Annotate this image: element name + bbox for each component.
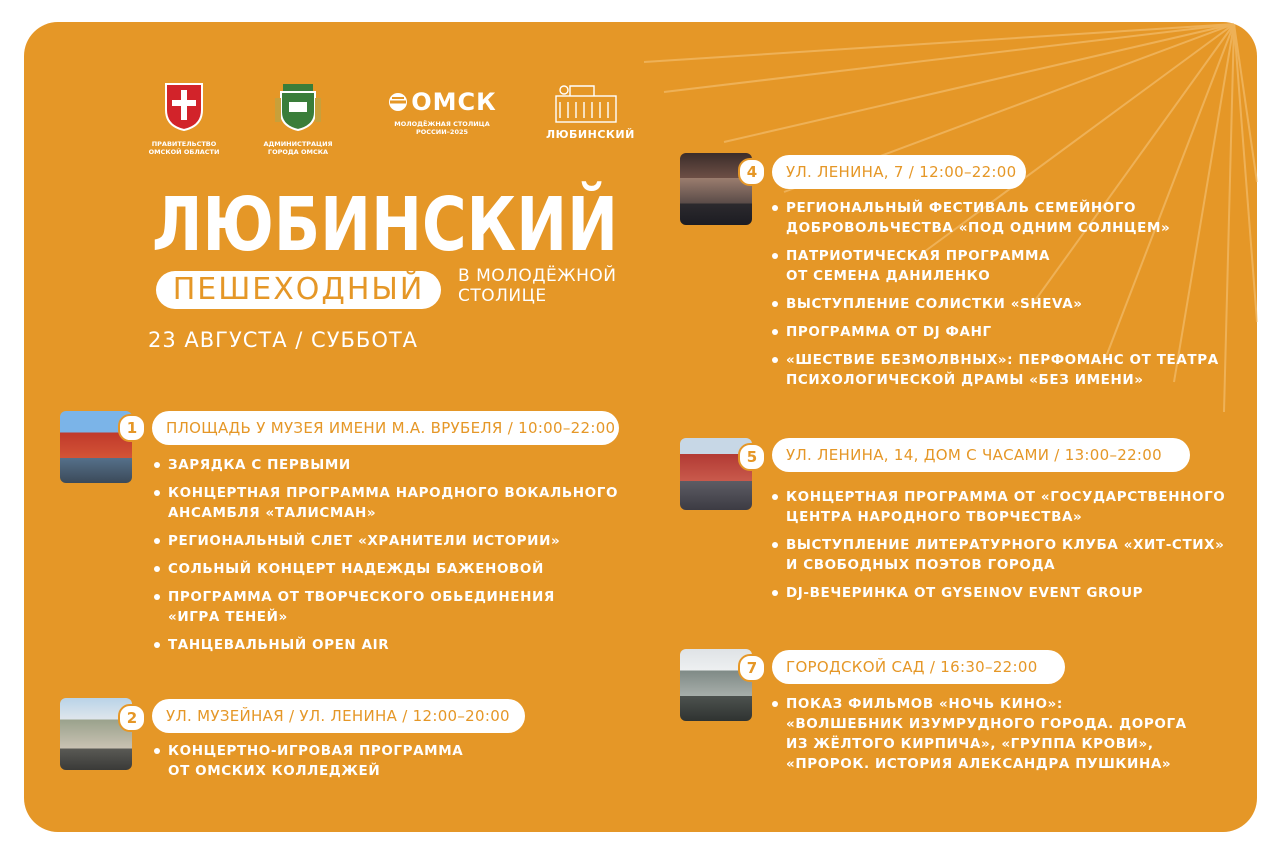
venue-number-5: 5: [738, 443, 766, 471]
logo-caption-omsk: МОЛОДЁЖНАЯ СТОЛИЦА РОССИИ–2025: [394, 120, 490, 136]
venue-label-4: УЛ. ЛЕНИНА, 7 / 12:00–22:00: [772, 155, 1026, 189]
venue-number-2: 2: [118, 704, 146, 732]
omsk-region-coat-of-arms-icon: [162, 80, 206, 132]
event-title-text: ЛЮБИНСКИЙ: [152, 182, 720, 268]
list-item: ПАТРИОТИЧЕСКАЯ ПРОГРАММА ОТ СЕМЕНА ДАНИЛЕНКО: [772, 246, 1242, 286]
list-item: РЕГИОНАЛЬНЫЙ СЛЕТ «ХРАНИТЕЛИ ИСТОРИИ»: [154, 531, 634, 551]
logo-omsk-region-government: [144, 80, 224, 156]
list-item: ТАНЦЕВАЛЬНЫЙ OPEN AIR: [154, 635, 634, 655]
omsk-o-sun-icon: [387, 91, 409, 113]
omsk-wordmark: ОМСК: [411, 88, 497, 116]
omsk-city-coat-of-arms-icon: [273, 80, 323, 132]
venue-label-7: ГОРОДСКОЙ САД / 16:30–22:00: [772, 650, 1065, 684]
list-item: КОНЦЕРТНО-ИГРОВАЯ ПРОГРАММА ОТ ОМСКИХ КОЛЛЕДЖЕЙ: [154, 741, 634, 781]
logo-omsk-city-administration: [256, 80, 340, 156]
venue-number-4: 4: [738, 158, 766, 186]
venue-list-4: [772, 198, 1242, 398]
venue-number-1: 1: [118, 414, 146, 442]
venue-label-2: УЛ. МУЗЕЙНАЯ / УЛ. ЛЕНИНА / 12:00–20:00: [152, 699, 525, 733]
list-item: ПРОГРАММА ОТ DJ ФАНГ: [772, 322, 1242, 342]
venue-label-1: ПЛОЩАДЬ У МУЗЕЯ ИМЕНИ М.А. ВРУБЕЛЯ / 10:00–22:00: [152, 411, 619, 445]
list-item: ПРОГРАММА ОТ ТВОРЧЕСКОГО ОБЬЕДИНЕНИЯ «ИГРА ТЕНЕЙ»: [154, 587, 634, 627]
subtitle-line-2: СТОЛИЦЕ: [458, 286, 547, 306]
list-item: «ШЕСТВИЕ БЕЗМОЛВНЫХ»: ПЕРФОМАНС ОТ ТЕАТРА ПСИХОЛОГИЧЕСКОЙ ДРАМЫ «БЕЗ ИМЕНИ»: [772, 350, 1242, 390]
logo-caption-region: ПРАВИТЕЛЬСТВО ОМСКОЙ ОБЛАСТИ: [148, 140, 220, 156]
list-item: ЗАРЯДКА С ПЕРВЫМИ: [154, 455, 634, 475]
lubinsky-building-icon: [550, 82, 622, 124]
pedestrian-pill: ПЕШЕХОДНЫЙ: [156, 271, 441, 309]
logo-caption-city: АДМИНИСТРАЦИЯ ГОРОДА ОМСКА: [263, 140, 333, 156]
list-item: ВЫСТУПЛЕНИЕ ЛИТЕРАТУРНОГО КЛУБА «ХИТ-СТИХ» И СВОБОДНЫХ ПОЭТОВ ГОРОДА: [772, 535, 1242, 575]
logo-omsk-youth-capital: [390, 88, 497, 136]
venue-number-7: 7: [738, 654, 766, 682]
logo-lubinsky-pedestrian: [546, 82, 635, 141]
list-item: РЕГИОНАЛЬНЫЙ ФЕСТИВАЛЬ СЕМЕЙНОГО ДОБРОВОЛЬЧЕСТВА «ПОД ОДНИМ СОЛНЦЕМ»: [772, 198, 1242, 238]
list-item: ПОКАЗ ФИЛЬМОВ «НОЧЬ КИНО»: «ВОЛШЕБНИК ИЗУМРУДНОГО ГОРОДА. ДОРОГА ИЗ ЖЁЛТОГО КИРПИЧА», «ГРУППА КРОВИ», «ПРОРОК. ИСТОРИЯ АЛЕКСАНДРА ПУШКИНА»: [772, 694, 1242, 774]
list-item: КОНЦЕРТНАЯ ПРОГРАММА ОТ «ГОСУДАРСТВЕННОГО ЦЕНТРА НАРОДНОГО ТВОРЧЕСТВА»: [772, 487, 1242, 527]
venue-label-5: УЛ. ЛЕНИНА, 14, ДОМ С ЧАСАМИ / 13:00–22:00: [772, 438, 1190, 472]
venue-list-1: [154, 455, 634, 663]
list-item: ВЫСТУПЛЕНИЕ СОЛИСТКИ «SHEVA»: [772, 294, 1242, 314]
list-item: СОЛЬНЫЙ КОНЦЕРТ НАДЕЖДЫ БАЖЕНОВОЙ: [154, 559, 634, 579]
event-date: 23 АВГУСТА / СУББОТА: [148, 328, 419, 352]
list-item: КОНЦЕРТНАЯ ПРОГРАММА НАРОДНОГО ВОКАЛЬНОГО АНСАМБЛЯ «ТАЛИСМАН»: [154, 483, 634, 523]
list-item: DJ-ВЕЧЕРИНКА ОТ GYSEINOV EVENT GROUP: [772, 583, 1242, 603]
venue-list-2: [154, 741, 634, 789]
event-title: [152, 180, 720, 268]
venue-list-7: [772, 694, 1242, 782]
venue-list-5: [772, 487, 1242, 611]
subtitle-line-1: В МОЛОДЁЖНОЙ: [458, 266, 617, 286]
lubinsky-logo-wordmark: ЛЮБИНСКИЙ: [546, 128, 635, 141]
poster: [24, 22, 1257, 832]
event-subtitle: [458, 266, 617, 306]
